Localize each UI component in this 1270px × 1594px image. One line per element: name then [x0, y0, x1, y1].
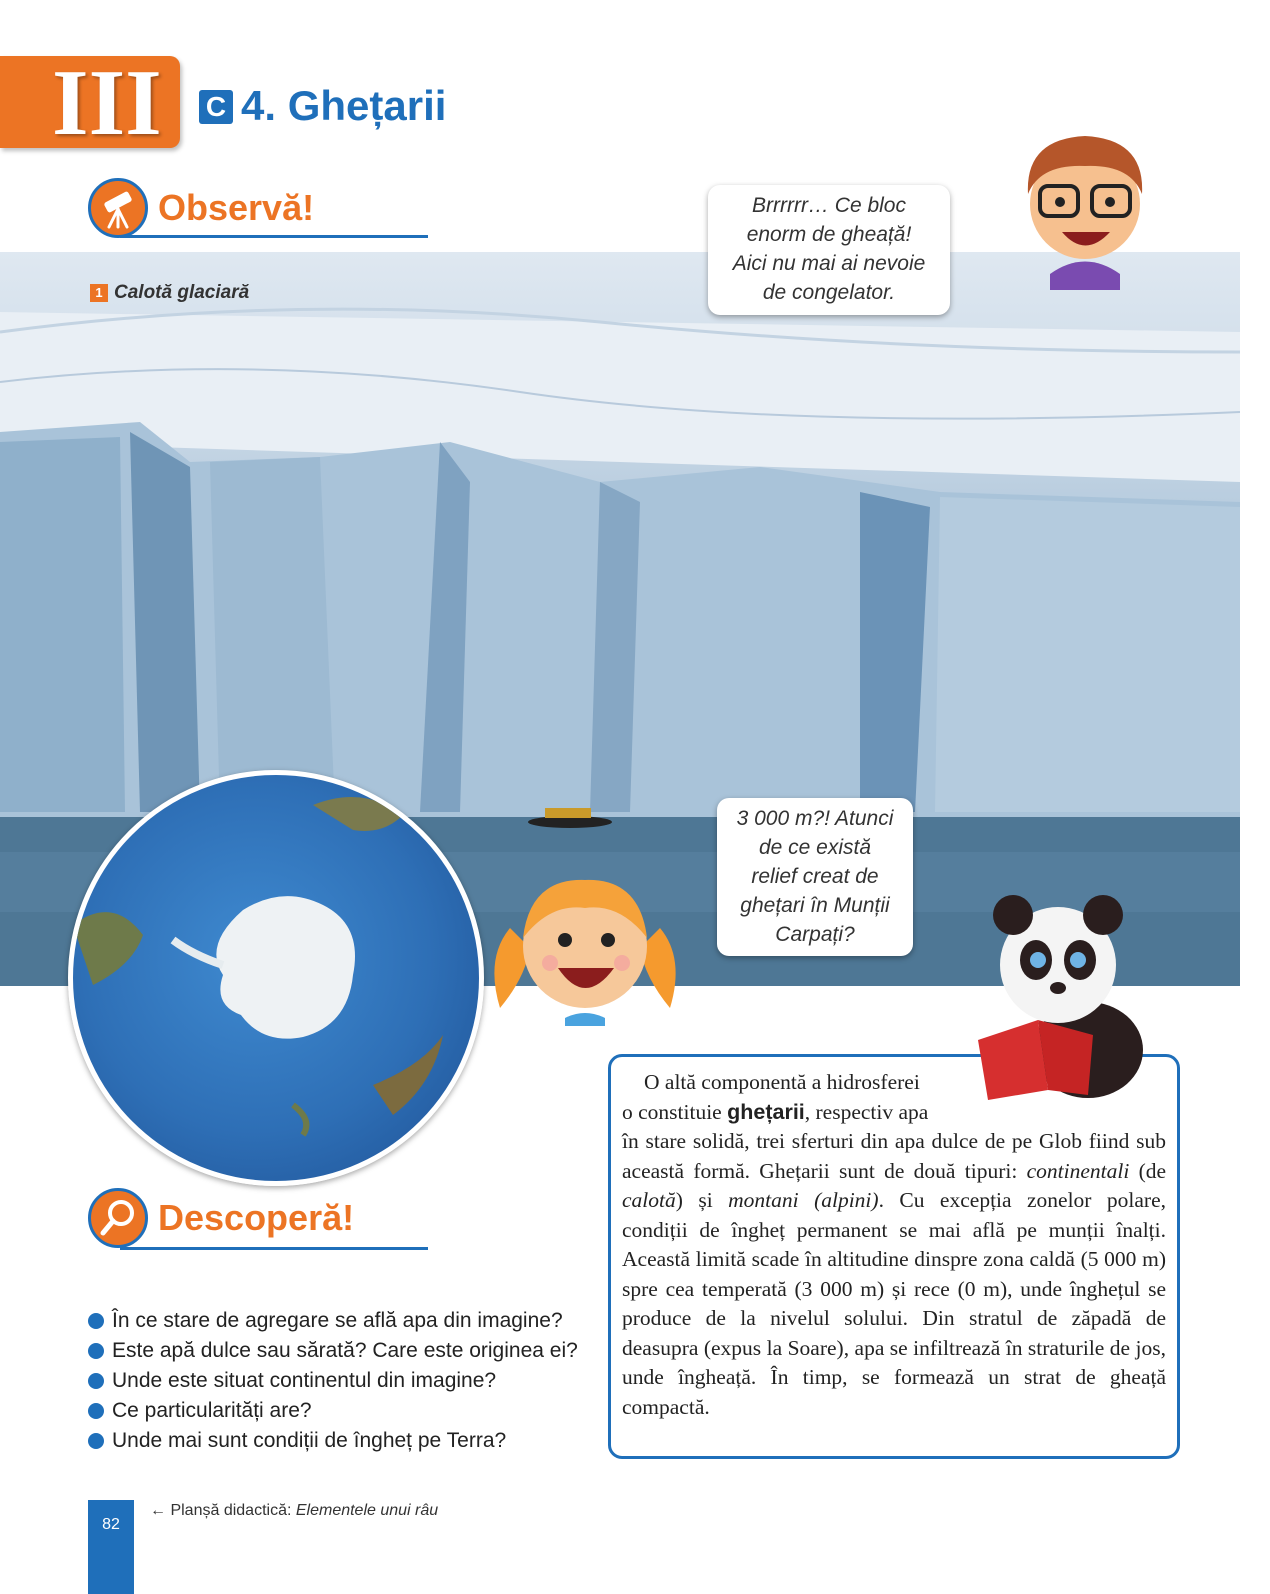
discover-underline	[120, 1247, 428, 1250]
section-c-badge: C	[199, 90, 233, 124]
bullet-icon	[88, 1403, 104, 1419]
info-text: ) și	[675, 1188, 729, 1212]
discover-title: Descoperă!	[158, 1197, 355, 1238]
list-item	[88, 1396, 578, 1426]
unit-number: III	[52, 51, 162, 155]
info-term: calotă	[622, 1188, 676, 1212]
bubble-line: Carpați?	[775, 923, 855, 946]
list-item	[88, 1366, 578, 1396]
footer-note-label: Planșă didactică:	[170, 1502, 296, 1519]
bubble-line: de congelator.	[762, 281, 896, 304]
figure-number: 1	[90, 284, 108, 302]
bubble-line: Aici nu mai ai nevoie	[732, 252, 926, 275]
question-text: Ce particularități are?	[112, 1399, 312, 1422]
antarctica-globe	[68, 770, 484, 1186]
list-item	[88, 1336, 578, 1366]
boy-character	[1010, 124, 1160, 290]
info-text: . Cu excepția zonelor polare, condiții de îngheț permanent se mai află pe munții înalți. Această limită scade în altitudine dinspre zona caldă (5 000 m) spre cea temperată (3 000 m) și rece (0 m), unde înghețul se produce de la nivelul solului. Din stratul de zăpadă de deasupra (expus la Soare), apa se infiltrează în straturile de jos, unde îngheață. În timp, se formează un strat de gheață compactă.	[622, 1188, 1167, 1419]
question-list	[88, 1306, 578, 1456]
list-item	[88, 1426, 578, 1456]
info-text: , respectiv apa	[804, 1099, 929, 1124]
info-keyword: ghețarii	[727, 1099, 805, 1124]
magnifier-icon	[88, 1188, 148, 1248]
info-paragraph	[622, 1068, 1166, 1422]
bullet-icon	[88, 1433, 104, 1449]
bubble-line: 3 000 m?! Atunci	[736, 807, 894, 830]
info-text: o constituie	[622, 1099, 722, 1124]
footer-note	[150, 1502, 438, 1520]
question-text: Unde mai sunt condiții de îngheț pe Terra?	[112, 1429, 507, 1452]
bullet-icon	[88, 1373, 104, 1389]
question-text: Unde este situat continentul din imagine?	[112, 1369, 497, 1392]
info-term: continentali	[1026, 1158, 1130, 1183]
observe-title: Observă!	[158, 187, 315, 228]
girl-speech-bubble	[717, 798, 913, 956]
info-term: montani (alpini)	[728, 1188, 879, 1212]
figure-caption: Calotă glaciară	[114, 282, 250, 303]
bubble-line: ghețari în Munții	[740, 894, 890, 917]
page-number: 82	[102, 1516, 120, 1533]
bubble-line: relief creat de	[751, 865, 879, 888]
lesson-title: 4. Ghețarii	[241, 82, 447, 129]
question-text: Este apă dulce sau sărată? Care este originea ei?	[112, 1339, 578, 1362]
footer-note-title: Elementele unui râu	[295, 1502, 439, 1519]
info-text: O altă componentă a hidrosferei	[644, 1070, 920, 1094]
info-text: (de	[1129, 1158, 1167, 1183]
bubble-line: de ce există	[758, 836, 872, 859]
info-text: în stare solidă, trei sferturi din apa dulce de pe Glob fiind sub această formă. Ghețarii sunt de două tipuri:	[622, 1129, 1166, 1183]
question-text: În ce stare de agregare se află apa din imagine?	[112, 1309, 563, 1332]
bubble-line: enorm de gheață!	[746, 223, 912, 246]
bubble-line: Brrrrrr… Ce bloc	[751, 194, 906, 217]
panda-character	[978, 890, 1148, 1100]
page-number-tab	[88, 1500, 134, 1594]
list-item	[88, 1306, 578, 1336]
girl-character	[480, 868, 690, 1026]
arrow-left-icon: ←	[150, 1502, 166, 1519]
bullet-icon	[88, 1313, 104, 1329]
observe-underline	[120, 235, 428, 238]
bullet-icon	[88, 1343, 104, 1359]
boy-speech-bubble	[708, 185, 950, 315]
telescope-icon	[88, 178, 148, 238]
